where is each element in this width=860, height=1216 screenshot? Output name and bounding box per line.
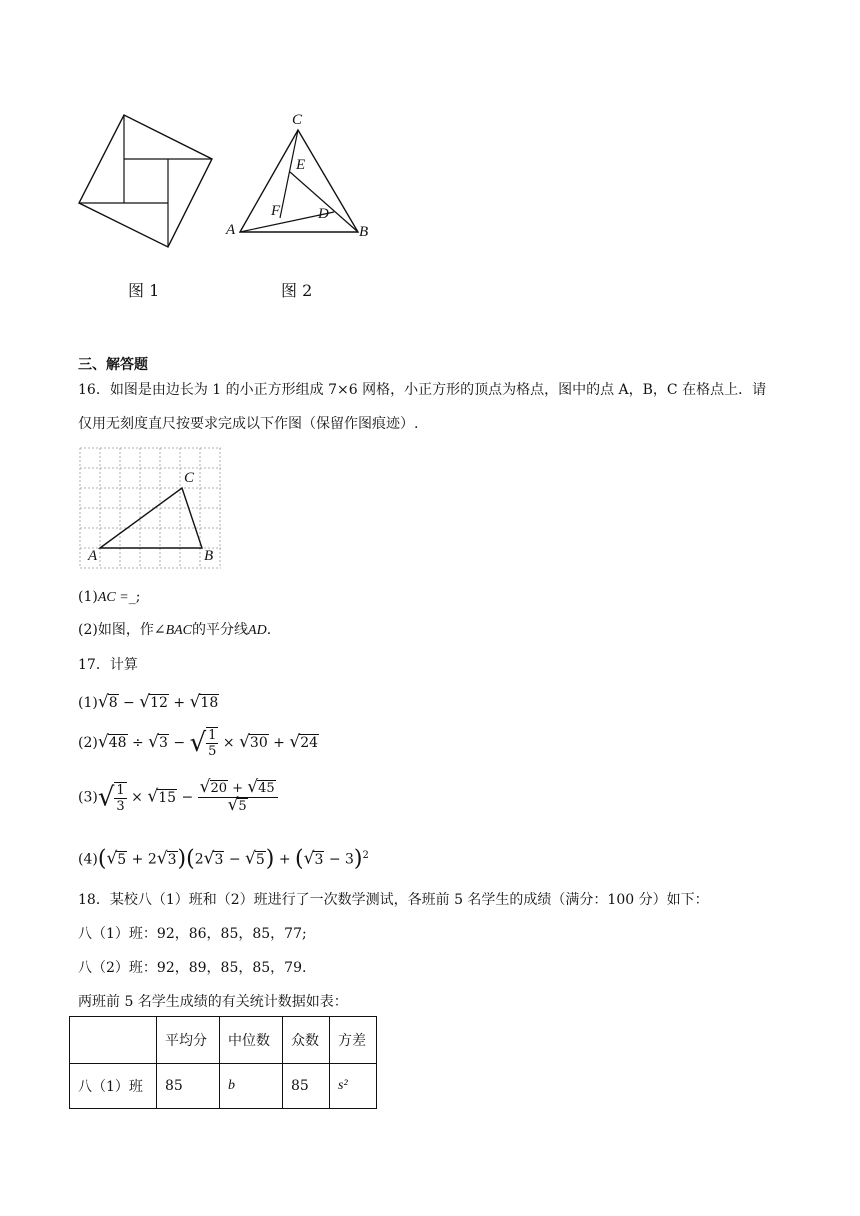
q16-part-1-prefix: (1) (78, 589, 98, 605)
q16-line-2: 仅用无刻度直尺按要求完成以下作图（保留作图痕迹）. (78, 416, 419, 432)
q17-part-2-label: (2) (78, 735, 98, 751)
table-header-cell (70, 1017, 157, 1064)
q17-part-3-label: (3) (78, 789, 98, 806)
q16-part-1-math: AC = (97, 590, 129, 605)
q17-part-1: (1)√8 − √12 + √18 (78, 692, 219, 712)
q17-part-1-label: (1) (78, 695, 98, 711)
q16-line-1: 16．如图是由边长为 1 的小正方形组成 7×6 网格，小正方形的顶点为格点，图中的点 A，B，C 在格点上．请 (78, 382, 767, 398)
q17-part-2: (2)√48 ÷ √3 − √ $\frac{1}{5}$ × √30 + √24 (78, 728, 319, 759)
q16-part-2-var: AD (248, 623, 267, 638)
q16-part-1-suffix: _; (128, 589, 141, 605)
q18-class-1: 八（1）班：92，86，85，85，77; (78, 926, 307, 942)
table-header-cell: 中位数 (220, 1017, 283, 1064)
grid-label-b: B (204, 548, 214, 564)
figure-1-caption: 图 1 (128, 281, 160, 300)
q18-line-1: 18．某校八（1）班和（2）班进行了一次数学测试，各班前 5 名学生的成绩（满分：100 分）如下： (78, 892, 709, 908)
stats-table (69, 1016, 377, 1109)
table-cell: 八（1）班 (70, 1064, 157, 1109)
fig2-label-f: F (271, 203, 281, 219)
q16-part-2-prefix: (2)如图，作 (78, 622, 154, 638)
q17-part-4: $(4)(√5 + 2√3)(2√3 - √5) + (√3 - 3)^2$ (78, 846, 369, 872)
table-header-cell: 众数 (283, 1017, 330, 1064)
section-title: 三、解答题 (78, 357, 148, 373)
table-row (70, 1064, 377, 1109)
table-cell: 85 (157, 1064, 220, 1109)
grid-label-c: C (184, 470, 195, 486)
grid-label-a: A (88, 548, 98, 564)
q17-part-4-label: (4) (78, 851, 98, 868)
figure-2-caption: 图 2 (281, 281, 313, 300)
q16-part-2-end: . (266, 622, 272, 638)
q18-class-2: 八（2）班：92，89，85，85，79. (78, 960, 307, 976)
fig2-label-d: D (318, 206, 329, 222)
q16-part-2 (78, 620, 271, 641)
table-header-row (70, 1017, 377, 1064)
fig2-label-c: C (292, 112, 303, 128)
table-cell: b (220, 1064, 283, 1109)
fig2-label-b: B (359, 224, 369, 240)
fig2-label-e: E (296, 157, 306, 173)
q16-part-1 (78, 587, 140, 608)
table-cell: 85 (283, 1064, 330, 1109)
q16-part-2-angle: ∠BAC (153, 623, 193, 638)
fig2-label-a: A (226, 222, 236, 238)
figure-1 (70, 108, 220, 253)
table-header-cell: 平均分 (157, 1017, 220, 1064)
q17-title: 17．计算 (78, 657, 138, 673)
table-header-cell: 方差 (330, 1017, 377, 1064)
q16-part-2-mid: 的平分线 (192, 622, 249, 638)
q18-table-intro: 两班前 5 名学生成绩的有关统计数据如表： (78, 994, 348, 1010)
q17-part-3: (3)√ $\frac{1}{3}$ × √15 − $\frac{√20 + √45}{√5}$ (78, 780, 278, 815)
table-cell: s² (330, 1064, 377, 1109)
